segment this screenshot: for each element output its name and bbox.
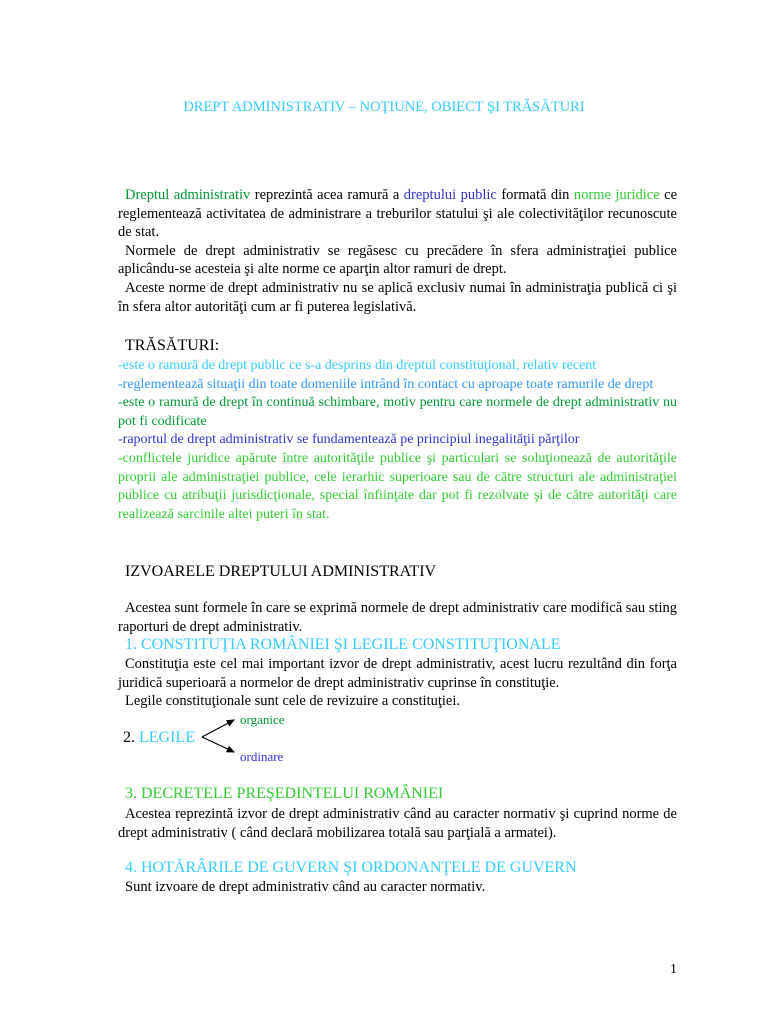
traits-heading: TRĂSĂTURI:: [125, 337, 220, 354]
source-2-number: 2.: [123, 729, 139, 746]
source-4-heading: 4. HOTĂRÂRILE DE GUVERN ŞI ORDONANŢELE DE GUVERN: [125, 859, 577, 876]
source-1-paragraph-2: Legile constituţionale sunt cele de revizuire a constituţiei.: [125, 693, 460, 710]
source-3-paragraph: Acestea reprezintă izvor de drept administrativ când au caracter normativ şi cuprind norme de drept administrativ ( când declară mobilizarea totală sau parţială a armatei).: [118, 806, 677, 841]
intro-text: ce reglementează activitatea de administrare a treburilor statului şi ale colectivităţilor recunoscute de stat.: [118, 187, 678, 241]
intro-text: formată din: [496, 187, 574, 203]
branch-arrows-icon: [198, 712, 246, 758]
term-drept-administrativ: Dreptul administrativ: [125, 187, 251, 203]
document-title: DREPT ADMINISTRATIV – NOŢIUNE, OBIECT ŞI TRĂSĂTURI: [183, 99, 585, 115]
trait-item: -conflictele juridice apărute între autorităţile publice şi particulari se soluţionează de autorităţile proprii ale administraţiei publice, cele ierarhic superioare sau de către structuri ale administraţiei publice cu atribuţii jurisdicţionale, special înfiinţate dar pot fi rezolvate şi de către autorităţi care realizează sarcinile altei puteri în stat.: [118, 450, 677, 522]
intro-paragraph-2: Normele de drept administrativ se regăsesc cu precădere în sfera administraţiei publice aplicându-se acesteia şi alte norme ce aparţin altor ramuri de drept.: [118, 242, 677, 278]
source-2-label: [123, 729, 195, 747]
source-1-paragraph-1: Constituţia este cel mai important izvor de drept administrativ, acest lucru rezultând din forţa juridică superioară a normelor de drept administrativ cuprinse în constituţie.: [118, 656, 677, 691]
source-3-body: [118, 805, 677, 842]
source-4-paragraph: Sunt izvoare de drept administrativ când au caracter normativ.: [125, 879, 486, 895]
trait-item: -este o ramură de drept în continuă schimbare, motiv pentru care normele de drept administrativ nu pot fi codificate: [118, 395, 677, 429]
traits-list: [118, 357, 677, 524]
trait-item: -este o ramură de drept public ce s-a desprins din dreptul constituţional, relativ recent: [118, 358, 597, 373]
source-4-body: [118, 878, 677, 897]
intro-text: reprezintă acea ramură a: [250, 187, 404, 203]
page-number: 1: [670, 962, 677, 977]
trait-item: -raportul de drept administrativ se fundamentează pe principiul inegalităţii părţilor: [118, 432, 580, 448]
term-drept-public: dreptului public: [403, 187, 497, 203]
sources-heading: IZVOARELE DREPTULUI ADMINISTRATIV: [125, 563, 437, 580]
intro-section: [118, 186, 677, 316]
source-2-legile: LEGILE: [139, 729, 195, 746]
source-1-body: [118, 655, 677, 711]
branch-organice: organice: [240, 712, 285, 727]
trait-item: -reglementează situaţii din toate domeniile intrând în contact cu aproape toate ramurile de drept: [118, 376, 654, 392]
term-norme-juridice: norme juridice: [573, 187, 660, 203]
intro-paragraph-1: [118, 186, 677, 242]
source-1-heading: 1. CONSTITUŢIA ROMÂNIEI ŞI LEGILE CONSTITUŢIONALE: [125, 636, 561, 653]
sources-intro: [118, 599, 677, 636]
sources-intro-text: Acestea sunt formele în care se exprimă normele de drept administrativ care modifică sau sting raporturi de drept administrativ.: [118, 600, 677, 635]
intro-paragraph-3: Aceste norme de drept administrativ nu se aplică exclusiv numai în administraţia publică ci şi în sfera altor autorităţi cum ar fi puterea legislativă.: [118, 279, 677, 315]
source-3-heading: 3. DECRETELE PREŞEDINTELUI ROMÂNIEI: [125, 785, 444, 802]
branch-ordinare: ordinare: [240, 749, 284, 764]
